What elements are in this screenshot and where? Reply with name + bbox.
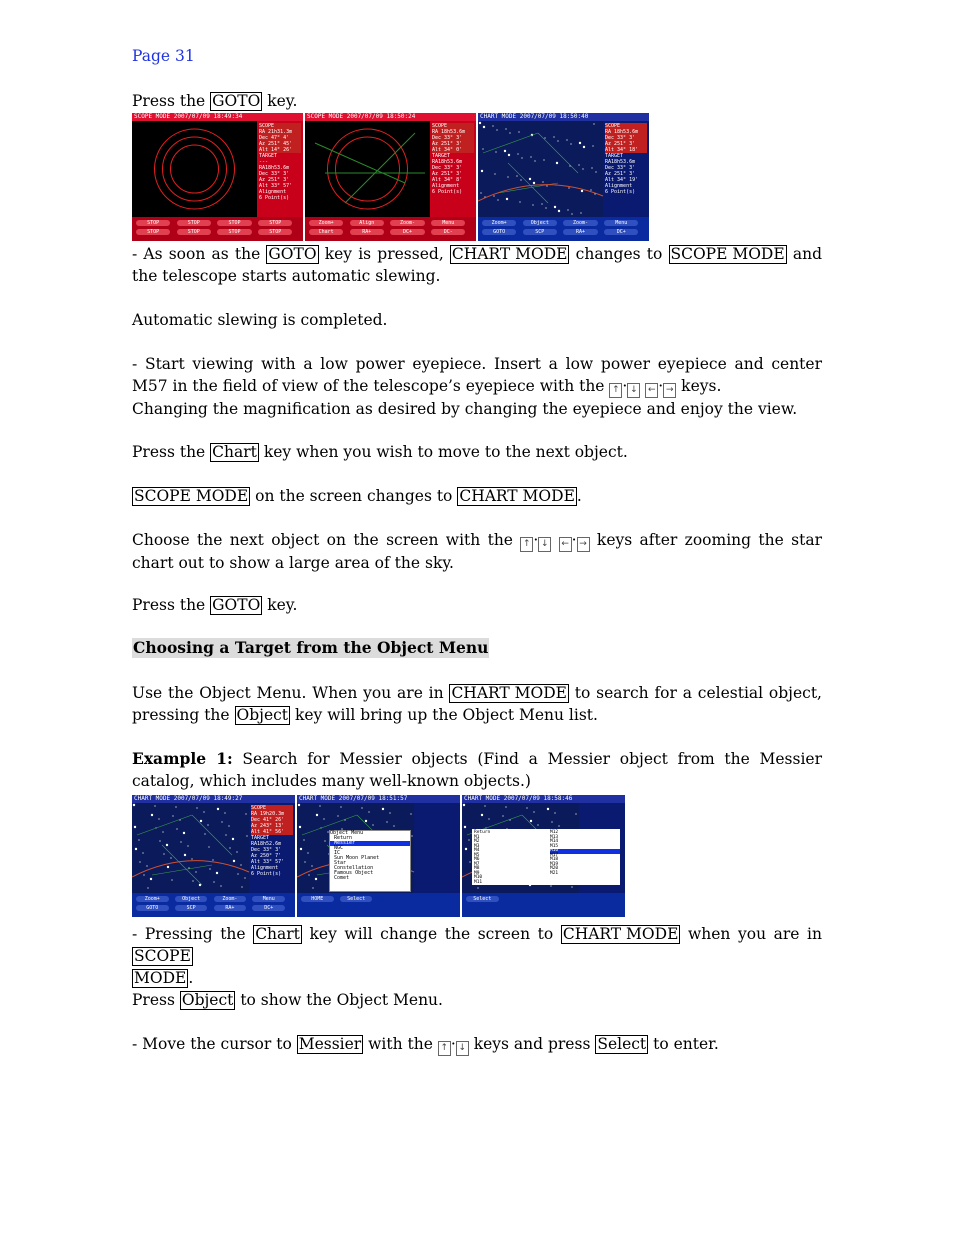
info-line: RA18h53.6m [605,159,636,165]
list-item: M12 [550,830,559,835]
scope-mode-label: SCOPE MODE [134,487,249,505]
object-menu-item: Famous Object [334,870,374,876]
down-key-icon: ↓ [456,1041,469,1056]
list-item: M1 [474,834,480,840]
screen-button: Align [350,220,384,226]
separator: · [450,1035,456,1053]
list-item: M7 [474,861,480,867]
screen-button: Menu [252,896,285,902]
text: to enter. [648,1035,719,1053]
text: Press the [132,92,211,110]
messier-list [472,829,620,885]
text: key will change the screen to [301,925,561,943]
chart-mode-label: CHART MODE [451,245,568,263]
screen-header: SCOPE MODE 2007/07/09 18:50:24 [305,113,476,121]
device-screenshot [132,113,303,241]
screen-button: STOP [217,229,251,235]
text: changes to [569,245,669,263]
info-line: Dec 33° 3' [432,165,463,171]
text: - Pressing the [132,925,254,943]
object-menu-item: Sun Moon Planet [334,855,380,861]
device-screenshot [478,113,649,241]
paragraph-mode-change [132,485,822,507]
text: to search for a celestial object, pressing the [132,684,822,724]
screen-header: CHART MODE 2007/07/09 18:51:57 [297,795,460,803]
info-line: Alignment [432,183,460,189]
button-bar [305,217,476,241]
list-item: M8 [474,866,480,871]
object-key-label: Object [181,991,234,1009]
paragraph-press-goto [132,90,822,112]
screen-button: Zoom+ [136,896,169,902]
screen-button: STOP [136,220,170,226]
text: key will bring up the Object Menu list. [290,706,598,724]
screen-button: SCP [175,905,208,911]
list-item: M5 [474,852,480,858]
info-line: Alt 41° 56' [251,829,293,835]
list-item: M17 [550,852,559,858]
text: - Move the cursor to [132,1035,297,1053]
info-line: SCOPE [251,805,293,811]
screen-button: Select [466,896,499,902]
text: keys and press [473,1035,596,1053]
info-line: RA18h52.6m [251,841,282,847]
screen-header: CHART MODE 2007/07/09 18:50:40 [478,113,649,121]
up-key-icon: ↑ [520,537,533,552]
screen-header: CHART MODE 2007/07/09 18:49:27 [132,795,295,803]
separator: · [622,377,628,395]
info-line: TARGET [432,153,451,159]
object-menu-item: IC [334,850,341,856]
list-item: M20 [550,866,559,871]
text: to show the Object Menu. [235,991,443,1009]
info-line: Dec 47° 4' [259,135,301,141]
object-menu-item: NGC [334,845,344,851]
text: . [576,487,582,505]
screen-button: Zoom- [563,220,597,226]
button-bar [132,893,295,917]
device-screenshot [132,795,295,917]
paragraph-object-menu [132,682,822,726]
info-line: Dec 33° 3' [251,847,282,853]
list-item: M21 [550,870,559,876]
list-item: Return [474,830,491,835]
list-item: M18 [550,857,559,862]
separator: · [658,377,664,395]
down-key-icon: ↓ [627,383,640,398]
text: key. [262,596,298,614]
screen-button: SCP [523,229,557,235]
object-menu-item: Return [334,835,353,841]
info-line: Dec 33° 3' [259,171,290,177]
scope-label: SCOPE [134,947,191,965]
info-line: Alt 33° 57' [259,183,293,189]
paragraph-press-chart [132,441,822,463]
info-line: Az 251° 3' [605,171,636,177]
button-bar [132,217,303,241]
mode-label: MODE [134,969,187,987]
info-line: Dec 41° 26' [251,817,293,823]
info-line: Az 251° 3' [432,171,463,177]
text: - Start viewing with a low power eyepiece. Insert a low power eyepiece and center M57 in the field of view of the telescope’s eyepiece with the [132,355,822,395]
info-line: Az 251° 45' [259,141,301,147]
info-line: Alt 34° 8' [432,177,463,183]
messier-label: Messier [298,1035,362,1053]
section-heading: Choosing a Target from the Object Menu [133,638,489,657]
list-item: M6 [474,857,480,862]
paragraph-example-1 [132,748,822,792]
screen-info-panel [251,805,293,877]
object-menu-item: Star [334,860,347,866]
object-menu-title: Object Menu [330,830,364,836]
info-line: Az 243° 13' [251,823,293,829]
text: and the telescope starts automatic slewing. [132,245,823,285]
object-menu-item: Messier [330,841,410,846]
info-line: SCOPE [259,123,301,129]
info-line: RA 19h20.3m [251,811,293,817]
info-line: Alignment [251,865,279,871]
paragraph-press-goto-2 [132,594,822,616]
info-line: Dec 33° 3' [605,165,636,171]
list-item: M15 [550,843,559,849]
page-number: Page 31 [132,47,195,65]
device-screenshot [297,795,460,917]
scope-mode-label: SCOPE MODE [670,245,785,263]
screen-button: DC+ [604,229,638,235]
screen-header: CHART MODE 2007/07/09 18:58:46 [462,795,625,803]
list-item: M2 [474,839,480,844]
info-line: Alt 33° 57' [251,859,285,865]
info-line: Az 251° 3' [259,177,290,183]
info-line: RA18h53.6m [259,165,290,171]
chart-key-label: Chart [212,443,257,461]
screen-button: HOME [301,896,334,902]
screen-button: RA+ [214,905,247,911]
messier-list-right [550,831,620,876]
screen-button: RA+ [563,229,597,235]
list-item: M11 [474,879,483,885]
paragraph-choose-next [132,529,822,574]
screen-button: STOP [177,220,211,226]
info-line: Alignment [259,189,287,195]
text: key is pressed, [318,245,450,263]
text: key when you wish to move to the next object. [258,443,628,461]
chart-key-label: Chart [255,925,300,943]
info-line: Az 251° 3' [605,141,647,147]
goto-key-label: GOTO [212,596,261,614]
button-bar [462,893,625,917]
screen-button: GOTO [482,229,516,235]
screen-button: Chart [309,229,343,235]
button-bar [478,217,649,241]
text: Press the [132,596,211,614]
screen-button: Menu [604,220,638,226]
separator: · [533,531,539,549]
info-line: --- [259,159,269,165]
device-screenshot [462,795,625,917]
button-bar [297,893,460,917]
list-item: M13 [550,834,559,840]
text: - As soon as the [132,245,267,263]
info-line: 6 Point(s) [259,195,290,201]
info-line: RA 18h53.6m [432,129,474,135]
text: with the [363,1035,438,1053]
info-line: SCOPE [432,123,474,129]
object-key-label: Object [236,706,289,724]
info-line: Dec 33° 3' [432,135,474,141]
info-line: SCOPE [605,123,647,129]
up-key-icon: ↑ [609,383,622,398]
messier-list-left [474,831,490,885]
list-item: M14 [550,839,559,844]
paragraph-slewing-complete: Automatic slewing is completed. [132,311,388,329]
text: . [188,969,194,987]
screen-button: RA+ [350,229,384,235]
screen-button: STOP [258,229,292,235]
separator: · [571,531,577,549]
screen-info-panel [432,123,474,195]
info-line: Alignment [605,183,633,189]
info-line: Alt 34° 18' [605,147,647,153]
screen-button: Object [523,220,557,226]
info-line: TARGET [605,153,624,159]
info-line: TARGET [251,835,270,841]
text: Changing the magnification as desired by changing the eyepiece and enjoy the view. [132,400,798,418]
info-line: Alt 34° 19' [605,177,639,183]
screen-header: SCOPE MODE 2007/07/09 18:49:34 [132,113,303,121]
paragraph-press-object [132,989,822,1011]
screen-info-panel [259,123,301,201]
info-line: RA 18h53.6m [605,129,647,135]
object-menu-item: Constellation [334,865,374,871]
down-key-icon: ↓ [538,537,551,552]
paragraph-slewing [132,243,822,287]
text: keys. [681,377,722,395]
info-line: 6 Point(s) [251,871,282,877]
goto-key-label: GOTO [212,92,261,110]
text: Press the [132,443,211,461]
chart-mode-label: CHART MODE [562,925,679,943]
example-label: Example 1: [132,749,233,768]
info-line: Az 251° 3' [432,141,474,147]
screen-button: DC+ [252,905,285,911]
screen-button: Menu [431,220,465,226]
screen-button: Zoom+ [482,220,516,226]
right-key-icon: → [577,537,590,552]
list-item: M9 [474,870,480,876]
goto-key-label: GOTO [268,245,317,263]
info-line: 6 Point(s) [432,189,463,195]
chart-mode-label: CHART MODE [459,487,575,505]
screen-button: STOP [258,220,292,226]
text: keys after zooming the star chart out to show a large area of the sky. [132,531,822,572]
screen-button: STOP [136,229,170,235]
screen-button: Object [175,896,208,902]
info-line: 6 Point(s) [605,189,636,195]
screen-button: Zoom- [214,896,247,902]
right-key-icon: → [663,383,676,398]
info-line: Dec 33° 3' [605,135,647,141]
info-line: TARGET [259,153,278,159]
list-item: M10 [474,875,483,880]
device-screenshot [305,113,476,241]
chart-mode-label: CHART MODE [451,684,567,702]
screen-button: STOP [177,229,211,235]
info-line: RA 21h31.3m [259,129,301,135]
screen-button: Select [340,896,373,902]
info-line: RA18h53.6m [432,159,463,165]
list-item: M19 [550,861,559,867]
screen-button: STOP [217,220,251,226]
text: when you are in [680,925,822,943]
text: Use the Object Menu. When you are in [132,684,450,702]
text: key. [262,92,298,110]
object-menu-item: Comet [334,875,350,881]
screen-info-panel [605,123,647,195]
text: Choose the next object on the screen with the [132,531,521,549]
select-key-label: Select [597,1035,647,1053]
text: Press [132,991,180,1009]
list-item: M4 [474,848,480,853]
list-item: M3 [474,843,480,849]
screen-button: GOTO [136,905,169,911]
info-line: Alt 14° 26' [259,147,301,153]
screen-button: DC- [431,229,465,235]
left-key-icon: ← [559,537,572,552]
paragraph-move-cursor [132,1033,822,1056]
screen-button: DC+ [390,229,424,235]
up-key-icon: ↑ [438,1041,451,1056]
text: on the screen changes to [250,487,458,505]
screen-button: Zoom+ [309,220,343,226]
paragraph-viewing [132,353,822,420]
screen-button: Zoom- [390,220,424,226]
left-key-icon: ← [645,383,658,398]
text: Search for Messier objects (Find a Messier object from the Messier catalog, which includes many well-known objects.) [132,750,822,790]
paragraph-pressing-chart [132,923,822,989]
object-menu [329,830,411,892]
list-item: M16 [550,849,620,854]
info-line: Alt 34° 0' [432,147,474,153]
info-line: Az 250° 7' [251,853,282,859]
